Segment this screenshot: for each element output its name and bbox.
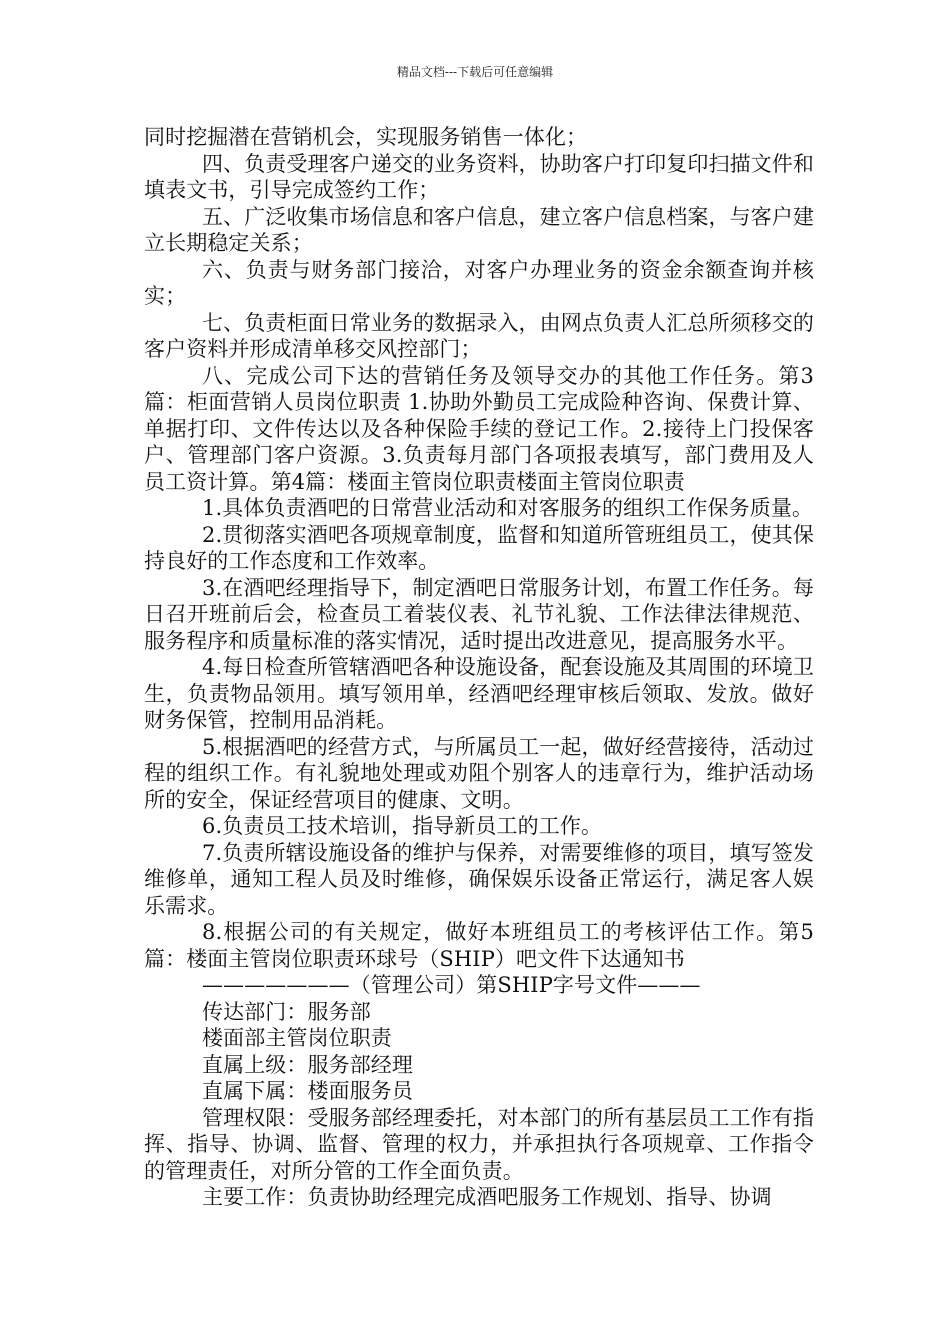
paragraph: 8.根据公司的有关规定，做好本班组员工的考核评估工作。第5篇：楼面主管岗位职责环球号（SHIP）吧文件下达通知书 [144,920,814,971]
paragraph: 同时挖掘潜在营销机会，实现服务销售一体化； [144,125,588,149]
paragraph: 管理权限：受服务部经理委托，对本部门的所有基层员工工作有指挥、指导、协调、监督、管理的权力，并承担执行各项规章、工作指令的管理责任，对所分管的工作全面负责。 [144,1105,814,1183]
paragraph: 直属下属：楼面服务员 [202,1079,413,1103]
paragraph: 主要工作：负责协助经理完成酒吧服务工作规划、指导、协调 [202,1185,772,1209]
paragraph: 7.负责所辖设施设备的维护与保养，对需要维修的项目，填写签发维修单，通知工程人员及时维修，确保娱乐设备正常运行，满足客人娱乐需求。 [144,840,814,918]
paragraph: 6.负责员工技术培训，指导新员工的工作。 [202,814,603,838]
paragraph: 4.每日检查所管辖酒吧各种设施设备，配套设施及其周围的环境卫生，负责物品领用。填写领用单，经酒吧经理审核后领取、发放。做好财务保管，控制用品消耗。 [144,655,814,732]
paragraph: 五、广泛收集市场信息和客户信息，建立客户信息档案，与客户建立长期稳定关系； [144,204,814,255]
paragraph: 1.具体负责酒吧的日常营业活动和对客服务的组织工作保务质量。 [202,496,814,520]
paragraph: 直属上级：服务部经理 [202,1052,413,1077]
paragraph: 2.贯彻落实酒吧各项规章制度，监督和知道所管班组员工，使其保持良好的工作态度和工作效率。 [144,522,814,573]
paragraph: 八、完成公司下达的营销任务及领导交办的其他工作任务。第3篇：柜面营销人员岗位职责 1.协助外勤员工完成险种咨询、保费计算、单据打印、文件传达以及各种保险手续的登记工作。2.接待上门投保客户、管理部门客户资源。3.负责每月部门各项报表填写，部门费用及人员工资计算。第4篇：楼面主管岗位职责楼面主管岗位职责 [144,363,814,494]
paragraph: 楼面部主管岗位职责 [202,1026,392,1050]
paragraph: 5.根据酒吧的经营方式，与所属员工一起，做好经营接待，活动过程的组织工作。有礼貌地处理或劝阻个别客人的违章行为，维护活动场所的安全，保证经营项目的健康、文明。 [144,734,814,812]
paragraph: 传达部门：服务部 [202,999,371,1024]
paragraph: 3.在酒吧经理指导下，制定酒吧日常服务计划，布置工作任务。每日召开班前后会，检查员工着装仪表、礼节礼貌、工作法律法律规范、服务程序和质量标准的落实情况，适时提出改进意见，提高服务水平。 [144,575,814,653]
paragraph: 七、负责柜面日常业务的数据录入，由网点负责人汇总所须移交的客户资料并形成清单移交风控部门； [144,310,814,361]
paragraph: 六、负责与财务部门接洽，对客户办理业务的资金余额查询并核实； [144,257,814,308]
paragraph: ———————（管理公司）第SHIP字号文件——— [202,973,701,997]
page-header: 精品文档---下载后可任意编辑 [396,65,554,79]
document-body [144,124,814,1211]
paragraph: 四、负责受理客户递交的业务资料，协助客户打印复印扫描文件和填表文书，引导完成签约工作； [144,151,814,202]
